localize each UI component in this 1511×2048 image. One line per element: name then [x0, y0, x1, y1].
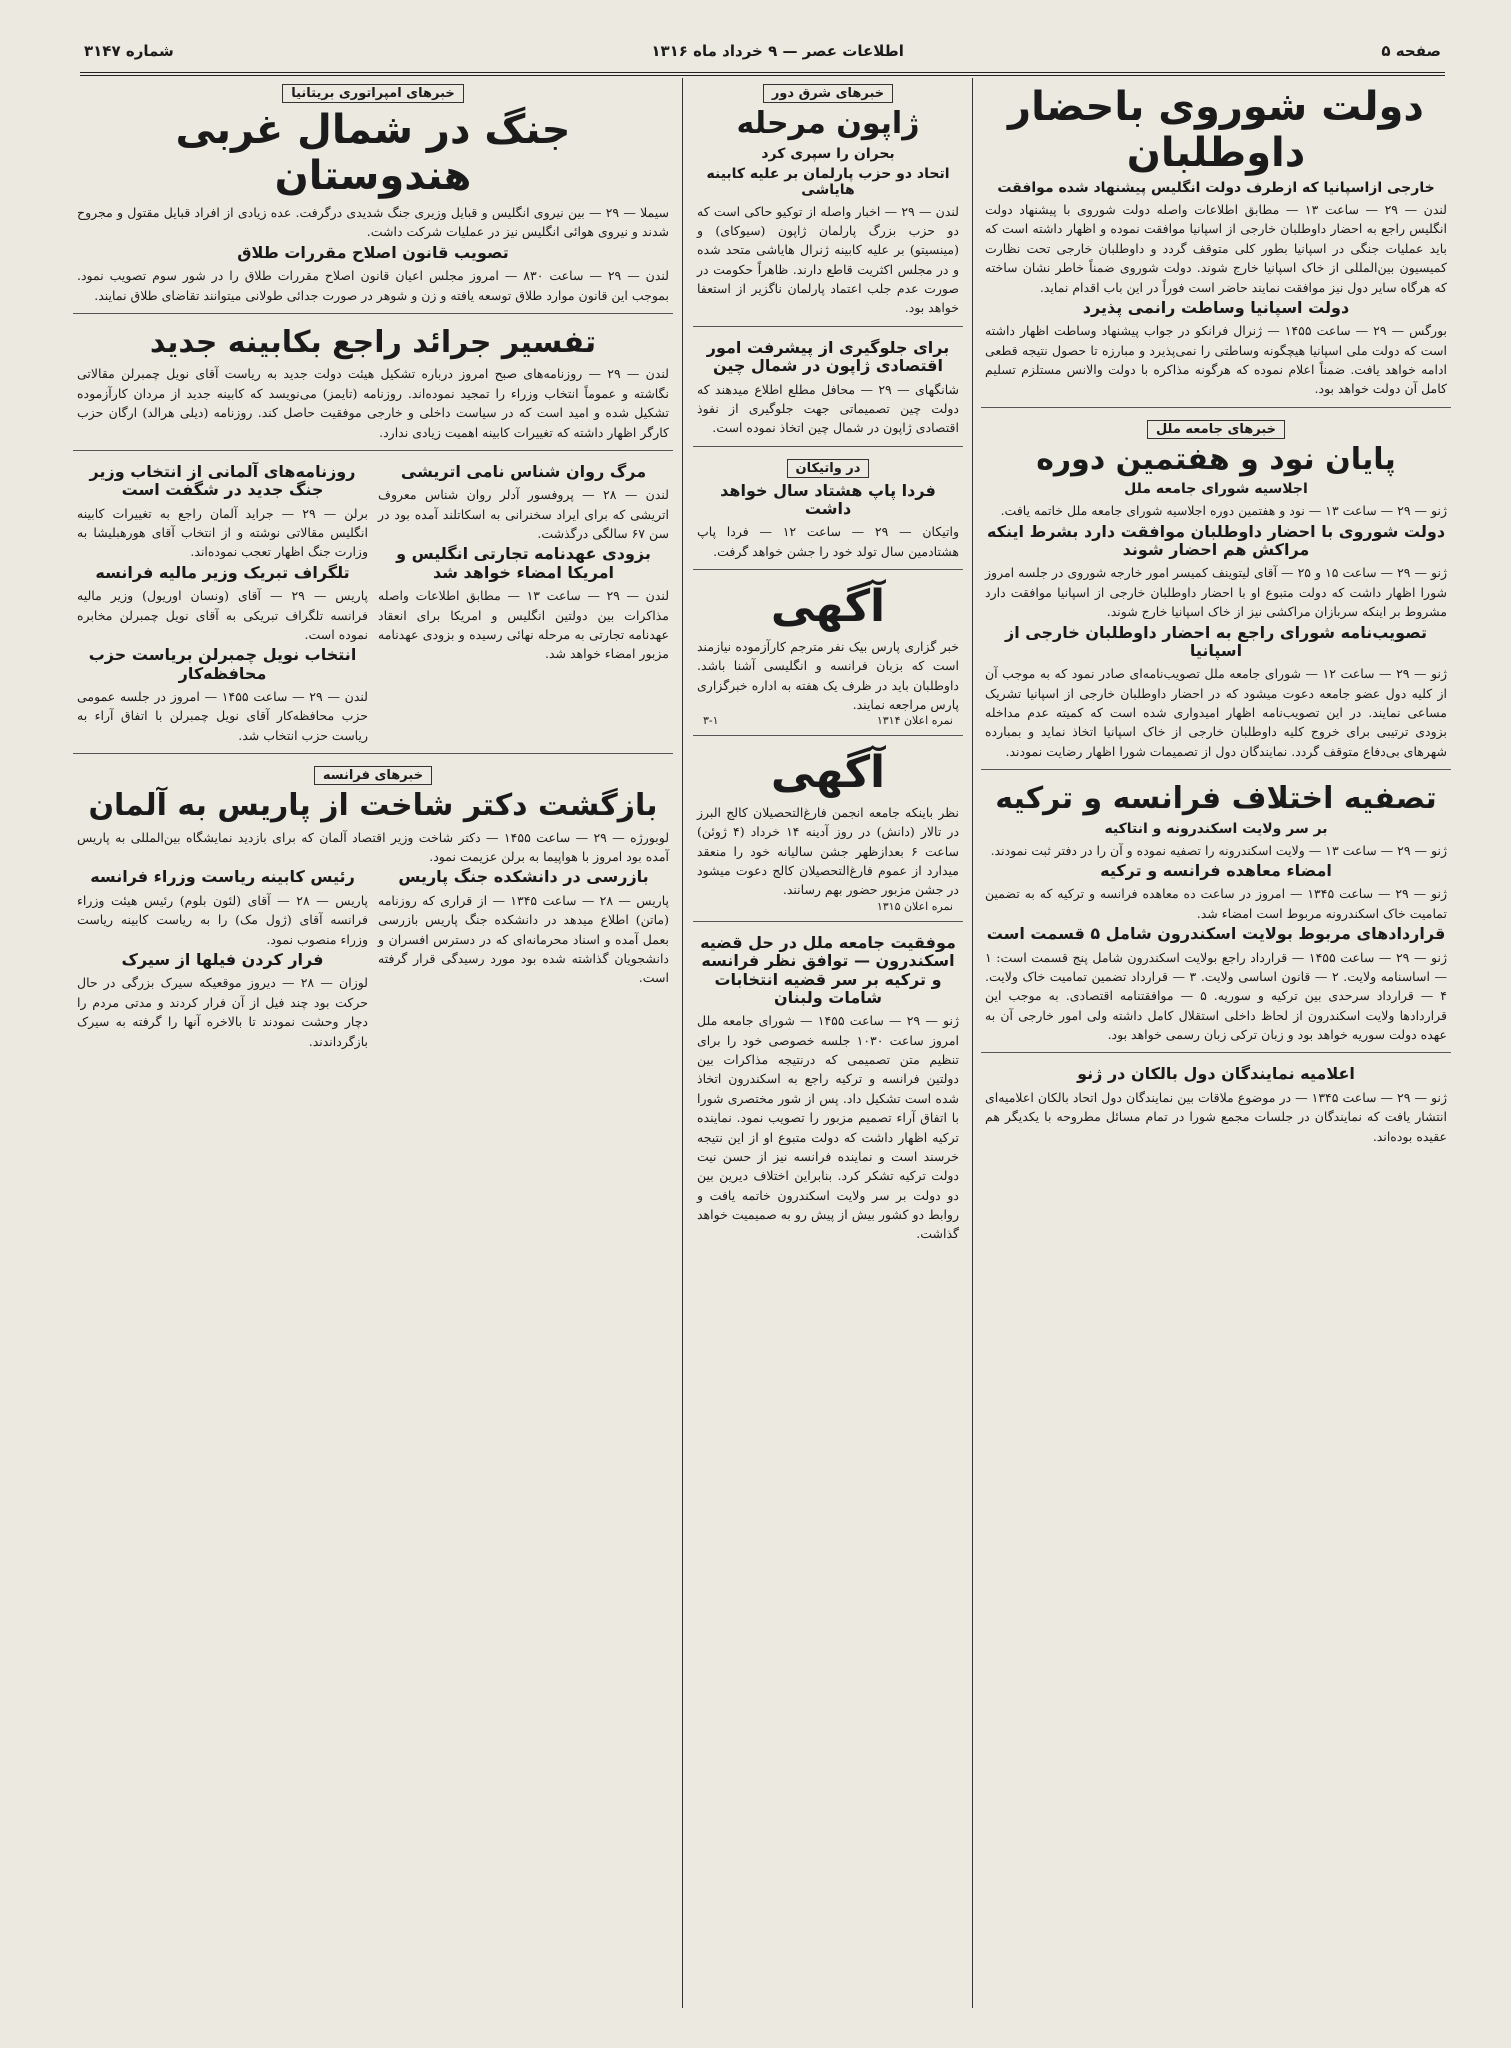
page-number: صفحه ۵: [1381, 42, 1441, 60]
article-body: ژنو — ۲۹ — ساعت ۱۳۴۵ — در موضوع ملاقات بین نمایندگان دول اتحاد بالکان اعلامیه‌ای انتشار یافت که نمایندگان در جلسات مجمع شورا در تمام مسائل مطروحه با یکدیگر هم عقیده بوده‌اند.: [985, 1089, 1447, 1144]
section-kicker: خبرهای شرق دور: [763, 84, 893, 103]
ad-number: نمره اعلان ۱۳۱۵: [876, 899, 953, 913]
article-title: تصویب‌نامه شورای راجع به احضار داوطلبان خارجی از اسپانیا: [1005, 622, 1427, 660]
article-body: ژنو — ۲۹ — ساعت ۱۵ و ۲۵ — آقای لیتوینف کمیسر امور خارجه شوروی در جلسه امروز شورا اظهار داشت که دولت متبوع او با احضار داوطلبان خارجی از اسپانیا موافقت دارد مشروط بر اینکه سربازان مراکشی نیز از خاک اسپانیا خارج شوند.: [985, 565, 1448, 620]
subcolumn-right: [378, 461, 669, 745]
article-body: ژنو — ۲۹ — ساعت ۱۳ — نود و هفتمین دوره اجلاسیه شورای جامعه ملل خاتمه یافت.: [1000, 503, 1447, 519]
headline: پایان نود و هفتمین دوره: [1036, 441, 1396, 477]
column-left: [73, 78, 673, 2008]
article-body: لوبورژه — ۲۹ — ساعت ۱۴۵۵ — دکتر شاخت وزیر اقتصاد آلمان که برای بازدید نمایشگاه بین‌المللی به پاریس آمده بود امروز با هواپیما به برلن عزیمت نمود.: [77, 829, 670, 865]
article-balkan: [981, 1059, 1451, 1154]
article-india: [73, 78, 673, 314]
article-body: سیملا — ۲۹ — بین نیروی انگلیس و قبایل وزیری جنگ شدیدی درگرفت. عده زیادی از افراد قبایل مقتول و مجروح شدند و نیروی هوائی انگلیس نیز در عملیات شرکت داشت.: [77, 205, 669, 240]
article-body: پاریس — ۲۹ — آقای (ونسان اوریول) وزیر مالیه فرانسه تلگراف تبریکی به آقای نویل چمبرلن مخابره نموده است.: [77, 588, 369, 642]
subheadline: اجلاسیه شورای جامعه ملل: [1124, 481, 1308, 498]
article-vatican: [693, 453, 963, 571]
masthead: [80, 30, 1445, 76]
article-body: لندن — ۲۹ — ساعت ۱۳ — مطابق اطلاعات واصله دولت شوروی با پیشنهاد دولت انگلیس راجع به احضار داوطلبان خارجی از اسپانیا موافقت نموده و اظهار داشته است که باید عملیات جنگی در اسپانیا بطور کلی متوقف گردد و داوطلبان خارجی تحت نظارت کمیسیون بین‌المللی از خاک اسپانیا خارج شوند. دولت شوروی ضمناً خاطر نشان ساخته که هرگاه سایر دول نیز موافقت نمایند حاضر است فوراً در این باب اقدام نماید.: [985, 202, 1447, 295]
article-title: امضاء معاهده فرانسه و ترکیه: [1100, 861, 1332, 881]
article-body: برلن — ۲۹ — جراید آلمان راجع به تغییرات کابینه انگلیس مقالاتی نوشته و از انتخاب آقای هورهبلیشا به وزارت جنگ اظهار تعجب نموده‌اند.: [77, 505, 368, 560]
subheadline: خارجی ازاسپانیا که ازطرف دولت انگلیس پیشنهاد شده موافقت: [997, 180, 1435, 196]
article-body: شانگهای — ۲۹ — محافل مطلع اطلاع میدهند که دولت چین تصمیماتی جهت جلوگیری از نفوذ اقتصادی ژاپون در شمال چین اتخاذ نموده است.: [697, 381, 959, 436]
ad-number: نمره اعلان ۱۳۱۴: [876, 714, 953, 728]
article-title: قراردادهای مربوط بولایت اسکندرون شامل ۵ قسمت است: [986, 924, 1446, 944]
subheadline: اتحاد دو حزب پارلمان بر علیه کابینه هایاشی: [706, 165, 950, 198]
article-title: بزودی عهدنامه تجارتی انگلیس و امریکا امضاء خواهد شد: [396, 544, 651, 582]
article-soviet-volunteers: [981, 78, 1451, 408]
headline: تصفیه اختلاف فرانسه و ترکیه: [995, 781, 1437, 817]
article-title: فرار کردن فیلها از سیرک: [121, 949, 324, 969]
article-title: مرگ روان شناس نامی اتریشی: [400, 461, 647, 481]
advertisement-2: [693, 742, 963, 921]
section-kicker: خبرهای امپراتوری بریتانیا: [282, 84, 464, 103]
headline: دولت شوروی باحضار داوطلبان: [1008, 84, 1424, 176]
section-kicker: خبرهای فرانسه: [314, 766, 432, 785]
subcolumn-left: [77, 461, 368, 745]
column-divider: [682, 78, 683, 2008]
article-body: ژنو — ۲۹ — ساعت ۱۴۵۵ — شورای جامعه ملل امروز ساعت ۱۰۳۰ جلسه خصوصی خود را برای تنظیم متن تصمیمی که درنتیجه مذاکرات بین دولتین فرانسه و ترکیه راجع به اسکندرون اتخاذ شده است تشکیل داد. پس از شور مختصری شورا با اتفاق آراء تصمیم مزبور را تصویب نمود. نماینده ترکیه اظهار داشت که دولت متبوع او از این نتیجه خرسند است و نماینده فرانسه نیز از حسن نیت دولت ترکیه تشکر کرد. بنابراین اختلاف دیرین بین دو دولت بر سر ولایت اسکندرون خاتمه یافت و روابط دو کشور بیش از پیش رو به صمیمیت خواهد گذاشت.: [697, 1013, 959, 1242]
column-middle: [693, 78, 963, 2008]
article-title: دولت اسپانیا وساطت رانمی پذیرد: [1082, 297, 1350, 317]
article-title: دولت شوروی با احضار داوطلبان موافقت دارد بشرط اینکه مراکش هم احضار شوند: [986, 521, 1446, 560]
article-title: برای جلوگیری از پیشرفت امور اقتصادی ژاپون در شمال چین: [706, 337, 950, 376]
article-title: رئیس کابینه ریاست وزراء فرانسه: [90, 867, 355, 887]
section-kicker: خبرهای جامعه ملل: [1147, 420, 1285, 439]
article-body: لندن — ۲۹ — ساعت ۱۴۵۵ — امروز در جلسه عمومی حزب محافظه‌کار آقای نویل چمبرلن با اتفاق آراء به ریاست حزب انتخاب شد.: [77, 689, 368, 743]
ad-body: نظر باینکه جامعه انجمن فارغ‌التحصیلان کالج البرز در تالار (دانش) در روز آدینه ۱۴ خرداد (۴ ژوئن) ساعت ۶ بعدازظهر جشن سالیانه خود را منعقد میدارد از عموم فارغ‌التحصیلان کالج دعوت میشود در جشن مزبور حضور بهم رسانند.: [697, 804, 960, 898]
subheadline: بر سر ولایت اسکندرونه و انتاکیه: [1104, 820, 1328, 837]
headline: بازگشت دکتر شاخت از پاریس به آلمان: [88, 788, 658, 824]
headline: تفسیر جرائد راجع بکابینه جدید: [149, 324, 597, 360]
headline: جنگ در شمال غربی هندوستان: [175, 107, 571, 199]
ad-run: ۳-۱: [703, 714, 719, 728]
article-japan: [693, 78, 963, 327]
article-league-session: [981, 414, 1451, 770]
article-title: اعلامیه نمایندگان دول بالکان در ژنو: [1077, 1064, 1355, 1084]
issue-number: شماره ۳۱۴۷: [84, 42, 174, 60]
article-body: لوزان — ۲۸ — دیروز موقعیکه سیرک بزرگی در حال حرکت بود چند فیل از آن فرار کردند و مدتی مردم را دچار وحشت نمودند تا بالاخره آنها را گرفته به سیرک بازگرداندند.: [77, 975, 368, 1049]
headline: ژاپون مرحله: [736, 106, 920, 141]
article-title: تصویب قانون اصلاح مقررات طلاق: [237, 242, 509, 262]
advertisement-1: [693, 576, 963, 736]
paper-date: اطلاعات عصر — ۹ خرداد ماه ۱۳۱۶: [651, 42, 904, 60]
article-body: لندن — ۲۹ — اخبار واصله از توکیو حاکی است که دو حزب بزرگ پارلمان ژاپون (سیوکای) و (مینسیتو) بر علیه کابینه ژنرال هایاشی متحد شده و در مجلس اکثریت قاطع دارند. ظاهراً حکومت در صورت عدم جلب اعتماد پارلمان ناگزیر از استعفا خواهد بود.: [697, 203, 959, 316]
article-title: موفقیت جامعه ملل در حل قضیه اسکندرون — توافق نظر فرانسه و ترکیه بر سر قضیه انتخابات شامات ولبنان: [700, 932, 956, 1007]
article-body: لندن — ۲۹ — ساعت ۱۳ — مطابق اطلاعات واصله مذاکرات بین دولتین انگلیس و امریکا برای انعقاد عهدنامه تجارتی به مرحله نهائی رسیده و بزودی عهدنامه مزبور امضاء خواهد شد.: [378, 588, 670, 662]
article-title: فردا پاپ هشتاد سال خواهد داشت: [720, 480, 936, 519]
article-alexandretta: [693, 928, 963, 1252]
subheadline: بحران را سپری کرد: [761, 145, 895, 162]
article-body: ژنو — ۲۹ — ساعت ۱۴۵۵ — قرارداد راجع بولایت اسکندرون شامل پنج قسمت است: ۱ — اساسنامه ولایت. ۲ — قانون اساسی ولایت. ۳ — قرارداد تضمین تمامیت خاک ولایت. ۴ — قرارداد سرحدی بین ترکیه و سوریه. ۵ — موافقتنامه اقتصادی. به موجب این قراردادها ولایت اسکندرون از لحاظ داخلی استقلال کامل داشته ولی امور خارجی آن به عهده دولت سوریه خواهد بود و زبان ترکی زبان رسمی خواهد بود.: [985, 949, 1447, 1043]
article-block: [73, 457, 673, 754]
column-right: [981, 78, 1451, 2008]
article-body: بورگس — ۲۹ — ساعت ۱۴۵۵ — ژنرال فرانکو در جواب پیشنهاد وساطت اظهار داشته است که دولت ملی اسپانیا هیچگونه وساطتی را نمی‌پذیرد و مبارزه تا حصول نتیجه قطعی ادامه خواهد یافت. ضمناً اعلام نموده که هرگونه مذاکره با دولت والانس مستلزم تسلیم کامل آن دولت خواهد بود.: [985, 323, 1448, 397]
article-china: [693, 333, 963, 447]
article-title: بازرسی در دانشکده جنگ پاریس: [398, 867, 649, 887]
article-body: پاریس — ۲۸ — آقای (لئون بلوم) رئیس هیئت وزراء فرانسه آقای (ژول مک) را به ریاست کابینه ریاست وزراء منصوب نمود.: [77, 892, 369, 947]
article-france-turkey: [981, 776, 1451, 1053]
article-body: ژنو — ۲۹ — ساعت ۱۲ — شورای جامعه ملل تصویب‌نامه‌ای صادر نمود که به موجب آن از کلیه دول عضو جامعه دعوت میشود که در احضار داوطلبان خارجی از اسپانیا تشریک مساعی نمایند. در این تصویب‌نامه اظهار امیدواری شده است که کمیته عدم مداخله بزودی ترتیبی برای خروج کلیه داوطلبان خارجی از خاک اسپانیا اتخاذ نماید و بمبارده شهرهای بی‌دفاع متوقف گردد. نمایندگان دول از تصمیمات شورا اظهار رضایت نمودند.: [985, 666, 1448, 759]
article-title: روزنامه‌های آلمانی از انتخاب وزیر جنگ جدید در شگفت است: [89, 461, 356, 500]
article-body: ژنو — ۲۹ — ساعت ۱۳۴۵ — امروز در ساعت ده معاهده فرانسه و ترکیه که به تضمین تمامیت خاک اسکندرونه مربوط است امضاء شد.: [985, 886, 1448, 921]
article-body: پاریس — ۲۸ — ساعت ۱۳۴۵ — از قراری که روزنامه (ماتن) اطلاع میدهد در دانشکده جنگ پاریس بازرسی بعمل آمده و اسناد محرمانه‌ای که در دسترس افسران و دانشجویان گذاشته شده بود مورد رسیدگی قرار گرفته است.: [378, 892, 669, 986]
article-press-review: [73, 320, 673, 451]
article-title: تلگراف تبریک وزیر مالیه فرانسه: [95, 562, 350, 582]
article-body: ژنو — ۲۹ — ساعت ۱۳ — ولایت اسکندرونه را تصفیه نموده و آن را در دفتر ثبت نمودند.: [990, 842, 1447, 858]
article-body: لندن — ۲۸ — پروفسور آدلر روان شناس معروف اتریشی که برای ایراد سخنرانی به اسکاتلند آمده بود در سن ۶۷ سالگی درگذشت.: [378, 487, 669, 542]
section-kicker: در واتیکان: [787, 459, 870, 478]
ad-title: آگهی: [770, 747, 886, 799]
ad-title: آگهی: [770, 581, 886, 633]
column-divider: [972, 78, 973, 2008]
article-body: واتیکان — ۲۹ — ساعت ۱۲ — فردا پاپ هشتادمین سال تولد خود را جشن خواهد گرفت.: [697, 524, 960, 559]
article-body: لندن — ۲۹ — روزنامه‌های صبح امروز درباره تشکیل هیئت دولت جدید به ریاست آقای نویل چمبرلن مقالاتی نگاشته و عموماً انتخاب وزراء را تمجید نموده‌اند. روزنامه (تایمز) می‌نویسد که کابینه جدید از مردان کارآزموده تشکیل شده و امید است که در سیاست داخلی و خارجی موفقیت حاصل کند. روزنامه (دیلی هرالد) ارگان حزب کارگر اظهار داشته که تغییرات کابینه اهمیت زیادی ندارد.: [77, 366, 669, 440]
ad-body: خبر گزاری پارس بیک نفر مترجم کارآزموده نیازمند است که بزبان فرانسه و انگلیسی آشنا باشد. داوطلبان باید در ظرف یک هفته به اداره خبرگزاری پارس مراجعه نمایند.: [697, 638, 959, 712]
article-body: لندن — ۲۹ — ساعت ۸۳۰ — امروز مجلس اعیان قانون اصلاح مقررات طلاق را در شور سوم تصویب نمود. بموجب این قانون موارد طلاق توسعه یافته و زن و شوهر در صورت جدائی طولانی میتوانند تقاضای طلاق نمایند.: [77, 268, 669, 303]
article-schacht: [73, 760, 673, 1059]
article-title: انتخاب نویل چمبرلن بریاست حزب محافظه‌کار: [88, 645, 357, 683]
